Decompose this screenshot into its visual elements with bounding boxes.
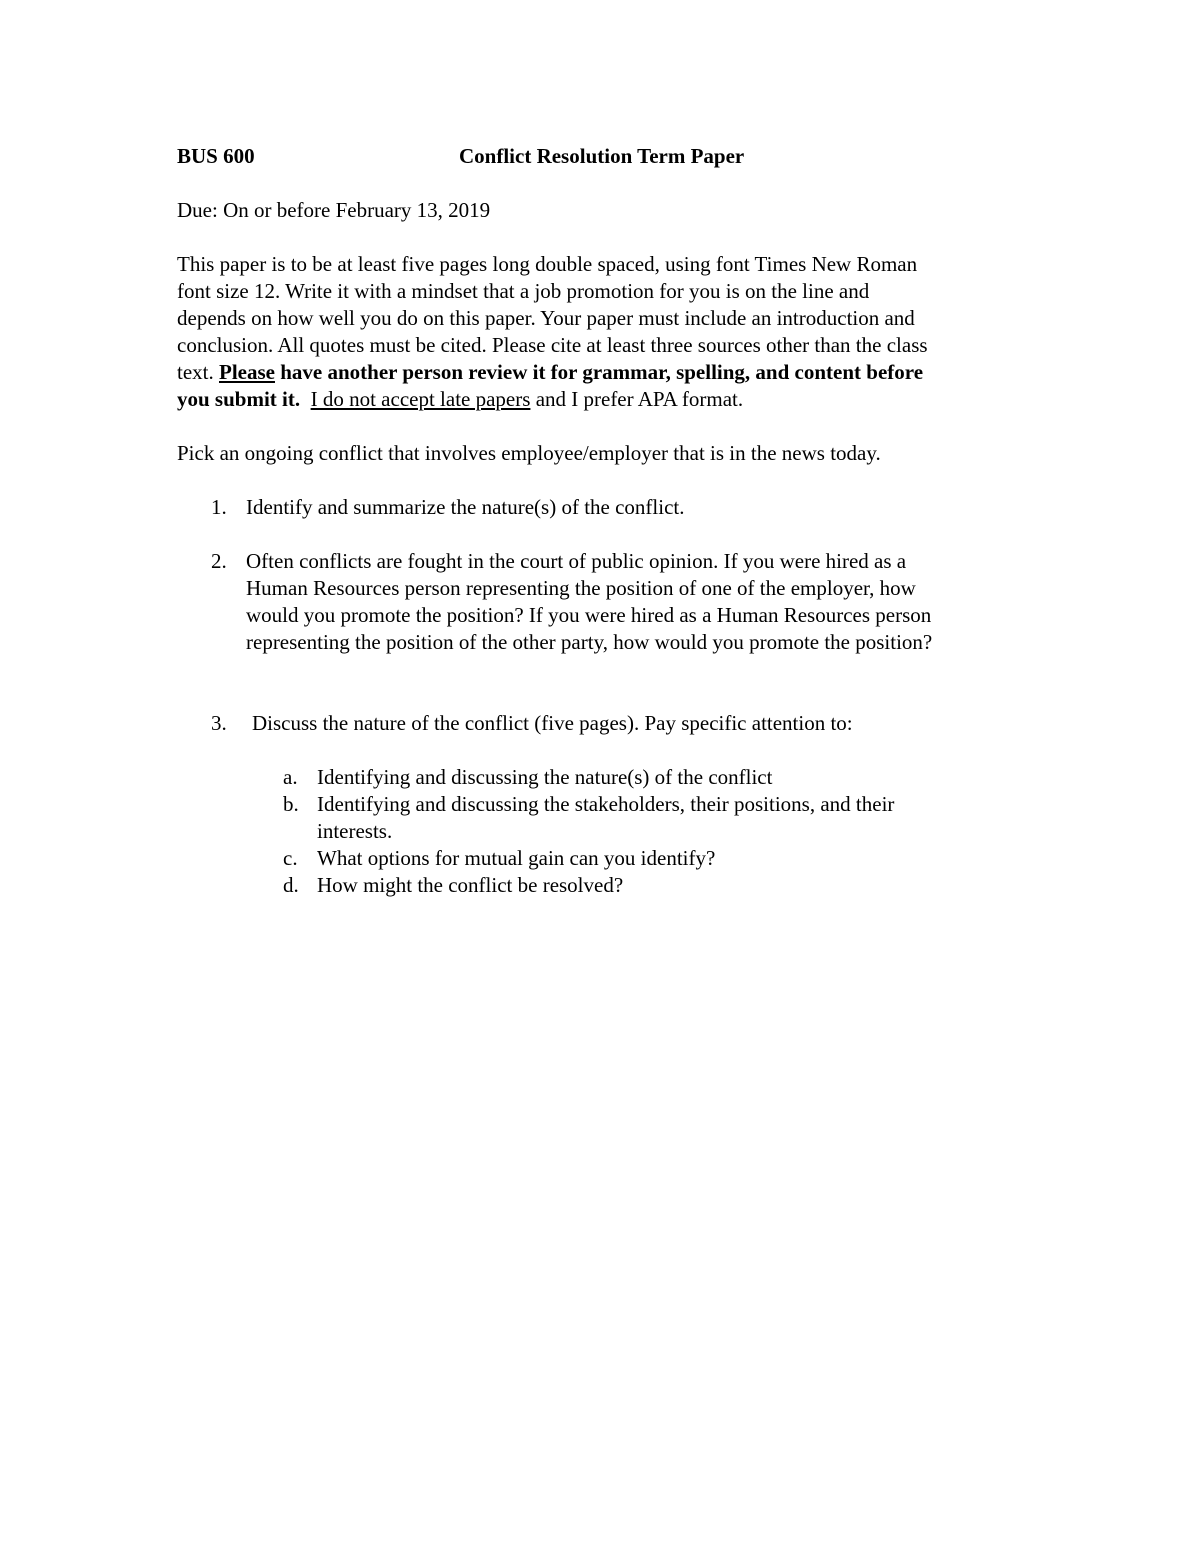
- sublist-item-text: Identifying and discussing the stakeholders, their positions, and their: [317, 792, 895, 816]
- list-number: 3.: [211, 711, 227, 735]
- instructions-line: conclusion. All quotes must be cited. Please cite at least three sources other than the class: [177, 333, 928, 357]
- list-item-text: would you promote the position? If you were hired as a Human Resources person: [246, 603, 932, 627]
- instructions-line: [177, 359, 923, 386]
- format-note: and I prefer APA format.: [530, 387, 744, 411]
- sublist-item-text: Identifying and discussing the nature(s) of the conflict: [317, 765, 773, 789]
- list-item-text: representing the position of the other party, how would you promote the position?: [246, 630, 933, 654]
- instructions-line: [177, 386, 743, 413]
- list-number: 1.: [211, 495, 227, 519]
- instructions-line: depends on how well you do on this paper. Your paper must include an introduction and: [177, 306, 915, 330]
- spacer-text: [300, 387, 311, 411]
- instructions-text: text.: [177, 360, 219, 384]
- course-code: BUS 600: [177, 144, 255, 168]
- list-item-text: Often conflicts are fought in the court of public opinion. If you were hired as a: [246, 549, 907, 573]
- sublist-item-text: What options for mutual gain can you identify?: [317, 846, 716, 870]
- review-requirement: have another person review it for grammar, spelling, and content before: [274, 360, 924, 384]
- sublist-item-text: How might the conflict be resolved?: [317, 873, 624, 897]
- list-item-text: Human Resources person representing the position of one of the employer, how: [246, 576, 916, 600]
- sublist-letter: a.: [283, 765, 298, 789]
- sublist-item-text: interests.: [317, 819, 393, 843]
- review-requirement-end: you submit it.: [177, 387, 301, 411]
- instructions-line: This paper is to be at least five pages long double spaced, using font Times New Roman: [177, 252, 918, 276]
- emphasis-please: Please: [219, 360, 275, 384]
- sublist-letter: b.: [283, 792, 299, 816]
- list-item-text: Identify and summarize the nature(s) of the conflict.: [246, 495, 685, 519]
- document-title: Conflict Resolution Term Paper: [459, 144, 745, 168]
- sublist-letter: c.: [283, 846, 298, 870]
- due-date: Due: On or before February 13, 2019: [177, 198, 491, 222]
- list-item-text: Discuss the nature of the conflict (five pages). Pay specific attention to:: [252, 711, 853, 735]
- instructions-line: font size 12. Write it with a mindset that a job promotion for you is on the line and: [177, 279, 870, 303]
- sublist-letter: d.: [283, 873, 299, 897]
- assignment-prompt: Pick an ongoing conflict that involves employee/employer that is in the news today.: [177, 441, 881, 465]
- list-number: 2.: [211, 549, 227, 573]
- late-papers-note: I do not accept late papers: [310, 387, 531, 411]
